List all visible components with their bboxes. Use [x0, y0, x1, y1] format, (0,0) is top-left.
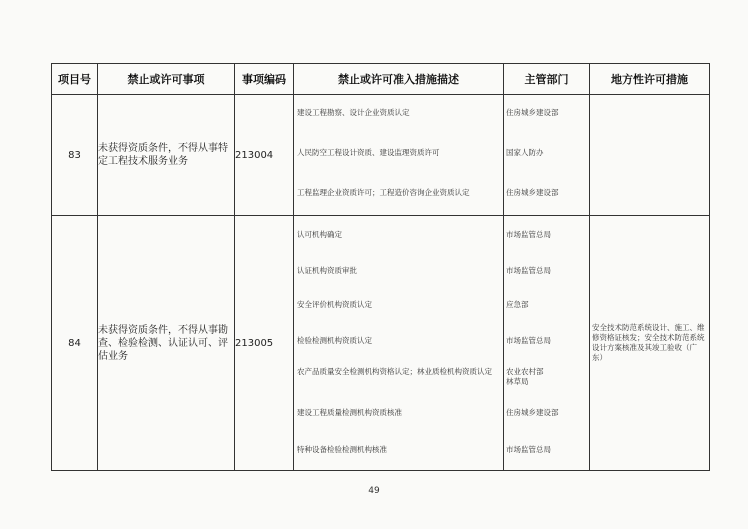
department-line: 应急部	[506, 300, 529, 309]
department-line: 农业农村部 林草局	[506, 367, 544, 386]
row-measures	[294, 216, 504, 471]
row-measures	[294, 95, 504, 216]
measure-line: 人民防空工程设计资质、建设监理资质许可	[297, 148, 440, 157]
header-measures: 禁止或许可准入措施描述	[294, 64, 504, 95]
department-line: 住房城乡建设部	[506, 108, 559, 117]
department-line: 市场监管总局	[506, 336, 551, 345]
row-item: 未获得资质条件，不得从事勘查、检验检测、认证认可、评估业务	[98, 216, 235, 471]
row-code: 213005	[235, 216, 294, 471]
department-line: 住房城乡建设部	[506, 408, 559, 417]
measure-line: 建设工程勘察、设计企业资质认定	[297, 108, 410, 117]
measure-line: 认可机构确定	[297, 230, 342, 239]
measure-line: 安全评价机构资质认定	[297, 300, 372, 309]
page-number: 49	[368, 486, 380, 496]
header-item-number: 项目号	[52, 64, 98, 95]
row-departments	[504, 95, 590, 216]
header-item: 禁止或许可事项	[98, 64, 235, 95]
measure-line: 检验检测机构资质认定	[297, 336, 372, 345]
permit-table	[51, 63, 710, 471]
department-line: 市场监管总局	[506, 230, 551, 239]
department-line: 国家人防办	[506, 148, 544, 157]
measure-line: 认证机构资质审批	[297, 266, 357, 275]
header-local-measures: 地方性许可措施	[590, 64, 710, 95]
measure-line: 农产品质量安全检测机构资格认定；林业质检机构资质认定	[297, 367, 492, 376]
row-item: 未获得资质条件，不得从事特定工程技术服务业务	[98, 95, 235, 216]
row-local-measures: 安全技术防范系统设计、施工、维修资格证核发；安全技术防范系统设计方案核准及其竣工验收（广东）	[590, 216, 710, 471]
measure-line: 建设工程质量检测机构资质核准	[297, 408, 402, 417]
row-number: 84	[52, 216, 98, 471]
department-line: 住房城乡建设部	[506, 188, 559, 197]
header-code: 事项编码	[235, 64, 294, 95]
department-line: 市场监管总局	[506, 266, 551, 275]
row-departments	[504, 216, 590, 471]
table-row	[52, 216, 710, 471]
header-row	[52, 64, 710, 95]
table-row	[52, 95, 710, 216]
measure-line: 特种设备检验检测机构核准	[297, 445, 387, 454]
row-number: 83	[52, 95, 98, 216]
measure-line: 工程监理企业资质许可；工程造价咨询企业资质认定	[297, 188, 470, 197]
row-local-measures	[590, 95, 710, 216]
row-code: 213004	[235, 95, 294, 216]
header-department: 主管部门	[504, 64, 590, 95]
department-line: 市场监管总局	[506, 445, 551, 454]
